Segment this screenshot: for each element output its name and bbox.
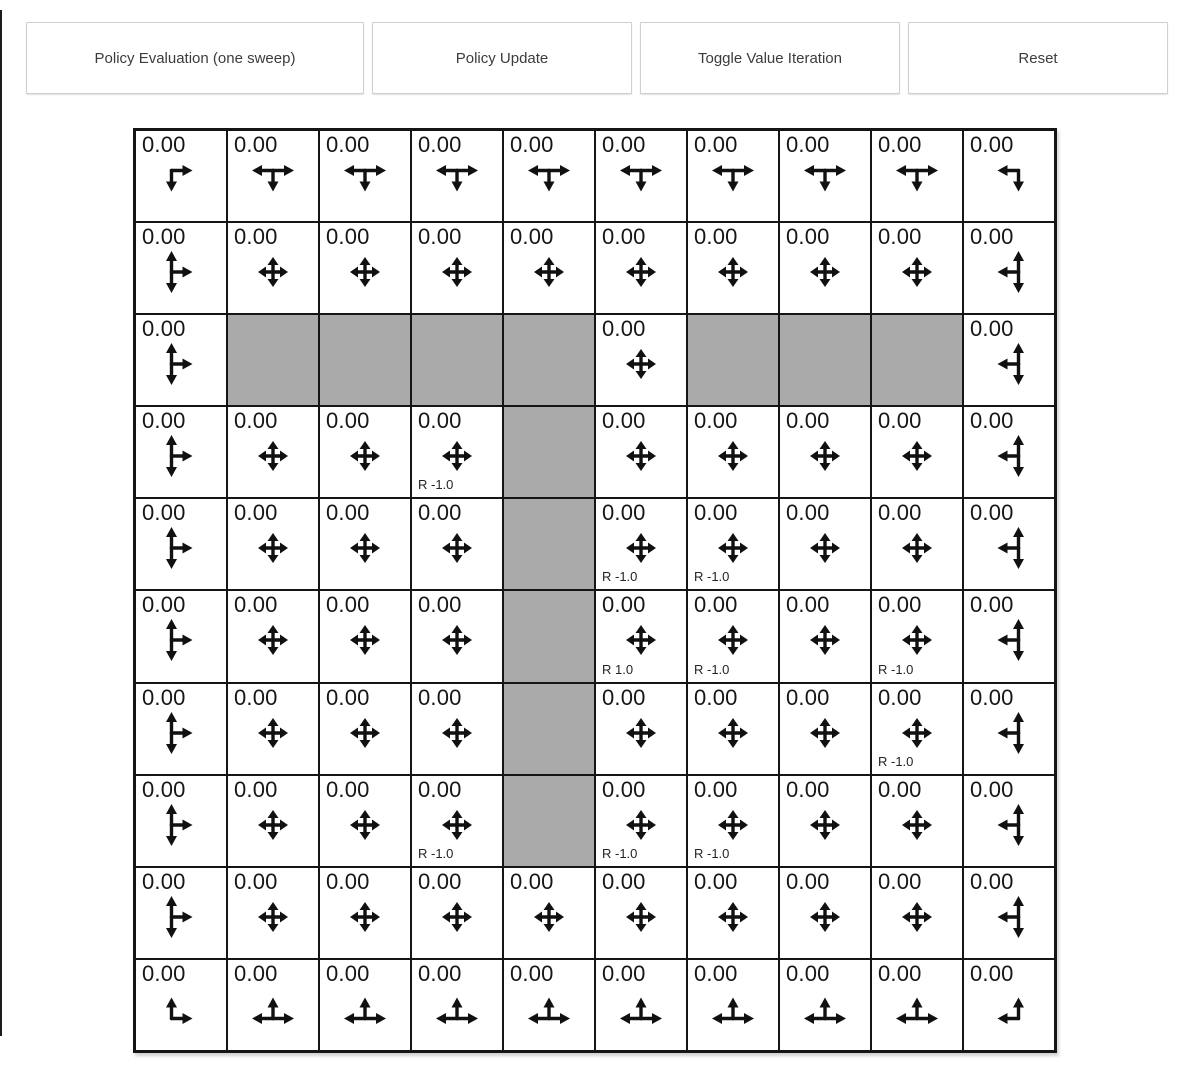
policy-arrows-icon xyxy=(619,987,663,1031)
policy-arrows-icon xyxy=(435,618,479,662)
policy-arrows-icon xyxy=(803,803,847,847)
cell-value: 0.00 xyxy=(234,684,278,710)
cell-value: 0.00 xyxy=(970,684,1014,710)
reward-label: R -1.0 xyxy=(602,569,638,585)
reset-button[interactable]: Reset xyxy=(908,22,1168,94)
cell-value: 0.00 xyxy=(602,132,646,157)
grid-cell[interactable] xyxy=(411,406,503,498)
policy-arrows-icon xyxy=(159,342,203,386)
policy-arrows-icon xyxy=(527,250,571,294)
cell-value: 0.00 xyxy=(418,408,462,434)
cell-value: 0.00 xyxy=(694,592,738,618)
policy-arrows-icon xyxy=(435,158,479,202)
policy-arrows-icon xyxy=(251,618,295,662)
grid-cell[interactable] xyxy=(227,683,319,775)
policy-arrows-icon xyxy=(895,526,939,570)
policy-arrows-icon xyxy=(803,434,847,478)
policy-arrows-icon xyxy=(619,158,663,202)
grid-cell[interactable] xyxy=(963,498,1055,590)
grid-cell[interactable] xyxy=(595,498,687,590)
policy-arrows-icon xyxy=(435,434,479,478)
policy-arrows-icon xyxy=(619,711,663,755)
grid-cell[interactable] xyxy=(227,498,319,590)
grid-cell[interactable] xyxy=(779,867,871,959)
policy-arrows-icon xyxy=(159,987,203,1031)
policy-arrows-icon xyxy=(895,434,939,478)
policy-arrows-icon xyxy=(343,803,387,847)
grid-cell[interactable] xyxy=(227,959,319,1051)
grid-cell[interactable] xyxy=(871,498,963,590)
grid-cell[interactable] xyxy=(319,498,411,590)
reward-label: R -1.0 xyxy=(878,753,914,769)
cell-value: 0.00 xyxy=(878,224,922,250)
wall-cell xyxy=(503,590,595,682)
grid-cell[interactable] xyxy=(319,775,411,867)
grid-cell[interactable] xyxy=(411,867,503,959)
cell-value: 0.00 xyxy=(418,868,462,894)
policy-arrows-icon xyxy=(711,158,755,202)
policy-arrows-icon xyxy=(527,158,571,202)
policy-arrows-icon xyxy=(435,250,479,294)
grid-cell[interactable] xyxy=(595,959,687,1051)
wall-cell xyxy=(503,406,595,498)
policy-arrows-icon xyxy=(251,434,295,478)
wall-cell xyxy=(411,314,503,406)
cell-value: 0.00 xyxy=(878,500,922,526)
grid-cell[interactable] xyxy=(411,683,503,775)
cell-value: 0.00 xyxy=(602,776,646,802)
grid-cell[interactable] xyxy=(595,222,687,314)
cell-value: 0.00 xyxy=(418,500,462,526)
grid-cell[interactable] xyxy=(227,130,319,222)
cell-value: 0.00 xyxy=(510,868,554,894)
grid-cell[interactable] xyxy=(963,130,1055,222)
policy-arrows-icon xyxy=(711,711,755,755)
policy-arrows-icon xyxy=(159,618,203,662)
grid-cell[interactable] xyxy=(411,130,503,222)
grid-cell[interactable] xyxy=(687,867,779,959)
policy-arrows-icon xyxy=(803,158,847,202)
policy-arrows-icon xyxy=(435,803,479,847)
cell-value: 0.00 xyxy=(786,592,830,618)
grid-cell[interactable] xyxy=(411,222,503,314)
cell-value: 0.00 xyxy=(602,408,646,434)
policy-arrows-icon xyxy=(435,711,479,755)
cell-value: 0.00 xyxy=(326,224,370,250)
policy-arrows-icon xyxy=(527,987,571,1031)
reward-label: R -1.0 xyxy=(602,845,638,861)
policy-arrows-icon xyxy=(251,895,295,939)
policy-arrows-icon xyxy=(711,434,755,478)
grid-cell[interactable] xyxy=(503,959,595,1051)
policy-arrows-icon xyxy=(343,158,387,202)
grid-cell[interactable] xyxy=(135,590,227,682)
cell-value: 0.00 xyxy=(142,224,186,250)
policy-arrows-icon xyxy=(159,434,203,478)
policy-arrows-icon xyxy=(711,618,755,662)
grid-cell[interactable] xyxy=(687,775,779,867)
policy-arrows-icon xyxy=(527,895,571,939)
wall-cell xyxy=(227,314,319,406)
grid-cell[interactable] xyxy=(135,959,227,1051)
policy-evaluation-button[interactable]: Policy Evaluation (one sweep) xyxy=(26,22,364,94)
cell-value: 0.00 xyxy=(510,960,554,986)
policy-arrows-icon xyxy=(343,434,387,478)
grid-cell[interactable] xyxy=(687,222,779,314)
reward-label: R -1.0 xyxy=(418,477,454,493)
grid-cell[interactable] xyxy=(963,867,1055,959)
cell-value: 0.00 xyxy=(970,592,1014,618)
grid-cell[interactable] xyxy=(135,683,227,775)
policy-arrows-icon xyxy=(987,434,1031,478)
grid-cell[interactable] xyxy=(595,314,687,406)
policy-arrows-icon xyxy=(803,526,847,570)
cell-value: 0.00 xyxy=(418,132,462,157)
cell-value: 0.00 xyxy=(786,684,830,710)
grid-cell[interactable] xyxy=(319,130,411,222)
grid-cell[interactable] xyxy=(319,867,411,959)
policy-arrows-icon xyxy=(435,987,479,1031)
cell-value: 0.00 xyxy=(970,408,1014,434)
cell-value: 0.00 xyxy=(418,592,462,618)
cell-value: 0.00 xyxy=(694,224,738,250)
cell-value: 0.00 xyxy=(694,132,738,157)
toggle-value-iteration-button[interactable]: Toggle Value Iteration xyxy=(640,22,900,94)
policy-arrows-icon xyxy=(711,526,755,570)
cell-value: 0.00 xyxy=(786,408,830,434)
policy-arrows-icon xyxy=(803,895,847,939)
cell-value: 0.00 xyxy=(694,500,738,526)
policy-arrows-icon xyxy=(619,250,663,294)
cell-value: 0.00 xyxy=(142,316,186,342)
cell-value: 0.00 xyxy=(326,776,370,802)
policy-arrows-icon xyxy=(251,803,295,847)
grid-cell[interactable] xyxy=(319,590,411,682)
policy-arrows-icon xyxy=(159,711,203,755)
grid-cell[interactable] xyxy=(135,775,227,867)
policy-arrows-icon xyxy=(619,803,663,847)
grid-cell[interactable] xyxy=(871,222,963,314)
grid-cell[interactable] xyxy=(135,130,227,222)
grid-cell[interactable] xyxy=(871,683,963,775)
policy-arrows-icon xyxy=(251,250,295,294)
cell-value: 0.00 xyxy=(418,684,462,710)
cell-value: 0.00 xyxy=(510,132,554,157)
grid-cell[interactable] xyxy=(687,406,779,498)
cell-value: 0.00 xyxy=(970,960,1014,986)
grid-cell[interactable] xyxy=(779,959,871,1051)
wall-cell xyxy=(503,498,595,590)
policy-arrows-icon xyxy=(619,434,663,478)
grid-cell[interactable] xyxy=(411,590,503,682)
grid-cell[interactable] xyxy=(503,222,595,314)
policy-arrows-icon xyxy=(803,250,847,294)
policy-arrows-icon xyxy=(343,526,387,570)
policy-arrows-icon xyxy=(987,895,1031,939)
grid-cell[interactable] xyxy=(227,867,319,959)
grid-cell[interactable] xyxy=(687,959,779,1051)
grid-cell[interactable] xyxy=(963,775,1055,867)
cell-value: 0.00 xyxy=(970,776,1014,802)
grid-cell[interactable] xyxy=(319,959,411,1051)
cell-value: 0.00 xyxy=(326,132,370,157)
cell-value: 0.00 xyxy=(234,960,278,986)
grid-cell[interactable] xyxy=(595,683,687,775)
cell-value: 0.00 xyxy=(326,868,370,894)
policy-arrows-icon xyxy=(343,987,387,1031)
grid-cell[interactable] xyxy=(411,498,503,590)
grid-cell[interactable] xyxy=(687,498,779,590)
policy-arrows-icon xyxy=(987,250,1031,294)
grid-cell[interactable] xyxy=(779,222,871,314)
policy-arrows-icon xyxy=(895,250,939,294)
wall-cell xyxy=(319,314,411,406)
cell-value: 0.00 xyxy=(602,684,646,710)
grid-cell[interactable] xyxy=(687,590,779,682)
cell-value: 0.00 xyxy=(326,408,370,434)
wall-cell xyxy=(503,314,595,406)
policy-arrows-icon xyxy=(251,987,295,1031)
cell-value: 0.00 xyxy=(418,776,462,802)
cell-value: 0.00 xyxy=(970,868,1014,894)
reward-label: R -1.0 xyxy=(694,845,730,861)
cell-value: 0.00 xyxy=(234,776,278,802)
reward-label: R -1.0 xyxy=(878,661,914,677)
grid-cell[interactable] xyxy=(319,406,411,498)
grid-cell[interactable] xyxy=(411,959,503,1051)
cell-value: 0.00 xyxy=(786,132,830,157)
cell-value: 0.00 xyxy=(602,224,646,250)
cell-value: 0.00 xyxy=(234,408,278,434)
cell-value: 0.00 xyxy=(234,224,278,250)
policy-arrows-icon xyxy=(619,526,663,570)
grid-cell[interactable] xyxy=(779,498,871,590)
wall-cell xyxy=(779,314,871,406)
grid-cell[interactable] xyxy=(595,590,687,682)
policy-arrows-icon xyxy=(987,158,1031,202)
cell-value: 0.00 xyxy=(142,500,186,526)
cell-value: 0.00 xyxy=(418,224,462,250)
wall-cell xyxy=(503,683,595,775)
cell-value: 0.00 xyxy=(326,500,370,526)
grid-cell[interactable] xyxy=(227,222,319,314)
grid-cell[interactable] xyxy=(595,775,687,867)
grid-cell[interactable] xyxy=(963,590,1055,682)
cell-value: 0.00 xyxy=(510,224,554,250)
grid-cell[interactable] xyxy=(779,406,871,498)
policy-arrows-icon xyxy=(987,618,1031,662)
cell-value: 0.00 xyxy=(786,776,830,802)
grid-cell[interactable] xyxy=(503,867,595,959)
policy-arrows-icon xyxy=(251,711,295,755)
policy-arrows-icon xyxy=(987,987,1031,1031)
policy-arrows-icon xyxy=(895,803,939,847)
policy-arrows-icon xyxy=(803,711,847,755)
cell-value: 0.00 xyxy=(234,132,278,157)
cell-value: 0.00 xyxy=(878,776,922,802)
policy-arrows-icon xyxy=(619,895,663,939)
cell-value: 0.00 xyxy=(142,132,186,157)
policy-arrows-icon xyxy=(619,342,663,386)
policy-arrows-icon xyxy=(435,526,479,570)
grid-cell[interactable] xyxy=(135,406,227,498)
grid-cell[interactable] xyxy=(227,775,319,867)
policy-arrows-icon xyxy=(987,711,1031,755)
cell-value: 0.00 xyxy=(878,408,922,434)
cell-value: 0.00 xyxy=(694,776,738,802)
grid-cell[interactable] xyxy=(135,222,227,314)
policy-arrows-icon xyxy=(159,803,203,847)
cell-value: 0.00 xyxy=(142,776,186,802)
grid-cell[interactable] xyxy=(963,406,1055,498)
cell-value: 0.00 xyxy=(602,960,646,986)
cell-value: 0.00 xyxy=(694,868,738,894)
reward-label: R 1.0 xyxy=(602,661,634,677)
policy-arrows-icon xyxy=(619,618,663,662)
policy-arrows-icon xyxy=(435,895,479,939)
window-left-edge xyxy=(0,10,2,1036)
policy-arrows-icon xyxy=(251,526,295,570)
grid-cell[interactable] xyxy=(411,775,503,867)
grid-cell[interactable] xyxy=(227,406,319,498)
policy-arrows-icon xyxy=(343,711,387,755)
grid-cell[interactable] xyxy=(319,222,411,314)
grid-cell[interactable] xyxy=(687,130,779,222)
grid-cell[interactable] xyxy=(963,683,1055,775)
policy-arrows-icon xyxy=(895,711,939,755)
cell-value: 0.00 xyxy=(694,684,738,710)
reward-label: R -1.0 xyxy=(694,661,730,677)
cell-value: 0.00 xyxy=(878,684,922,710)
grid-cell[interactable] xyxy=(595,867,687,959)
cell-value: 0.00 xyxy=(418,960,462,986)
grid-cell[interactable] xyxy=(687,683,779,775)
cell-value: 0.00 xyxy=(878,868,922,894)
cell-value: 0.00 xyxy=(602,500,646,526)
reward-label: R -1.0 xyxy=(694,569,730,585)
cell-value: 0.00 xyxy=(786,224,830,250)
grid-cell[interactable] xyxy=(503,130,595,222)
policy-arrows-icon xyxy=(343,895,387,939)
cell-value: 0.00 xyxy=(234,868,278,894)
grid-cell[interactable] xyxy=(871,406,963,498)
policy-arrows-icon xyxy=(159,895,203,939)
policy-arrows-icon xyxy=(711,895,755,939)
policy-arrows-icon xyxy=(251,158,295,202)
grid-cell[interactable] xyxy=(871,130,963,222)
policy-arrows-icon xyxy=(803,618,847,662)
policy-arrows-icon xyxy=(895,987,939,1031)
cell-value: 0.00 xyxy=(694,960,738,986)
grid-cell[interactable] xyxy=(963,314,1055,406)
policy-arrows-icon xyxy=(711,803,755,847)
grid-cell[interactable] xyxy=(779,775,871,867)
cell-value: 0.00 xyxy=(786,500,830,526)
policy-arrows-icon xyxy=(343,250,387,294)
cell-value: 0.00 xyxy=(602,868,646,894)
grid-cell[interactable] xyxy=(135,498,227,590)
policy-arrows-icon xyxy=(711,250,755,294)
grid-cell[interactable] xyxy=(227,590,319,682)
cell-value: 0.00 xyxy=(234,592,278,618)
grid-cell[interactable] xyxy=(135,314,227,406)
cell-value: 0.00 xyxy=(878,592,922,618)
grid-cell[interactable] xyxy=(319,683,411,775)
cell-value: 0.00 xyxy=(786,868,830,894)
wall-cell xyxy=(871,314,963,406)
cell-value: 0.00 xyxy=(234,500,278,526)
grid-cell[interactable] xyxy=(871,590,963,682)
policy-arrows-icon xyxy=(895,158,939,202)
wall-cell xyxy=(503,775,595,867)
cell-value: 0.00 xyxy=(326,960,370,986)
grid-cell[interactable] xyxy=(595,130,687,222)
reward-label: R -1.0 xyxy=(418,845,454,861)
grid-cell[interactable] xyxy=(595,406,687,498)
toolbar xyxy=(26,22,1168,94)
policy-arrows-icon xyxy=(711,987,755,1031)
cell-value: 0.00 xyxy=(142,408,186,434)
policy-update-button[interactable]: Policy Update xyxy=(372,22,632,94)
cell-value: 0.00 xyxy=(326,592,370,618)
grid-cell[interactable] xyxy=(779,590,871,682)
grid-cell[interactable] xyxy=(963,222,1055,314)
grid-cell[interactable] xyxy=(779,130,871,222)
policy-arrows-icon xyxy=(987,526,1031,570)
grid-cell[interactable] xyxy=(871,775,963,867)
cell-value: 0.00 xyxy=(786,960,830,986)
cell-value: 0.00 xyxy=(970,500,1014,526)
cell-value: 0.00 xyxy=(602,316,646,342)
cell-value: 0.00 xyxy=(970,224,1014,250)
cell-value: 0.00 xyxy=(142,684,186,710)
policy-arrows-icon xyxy=(159,526,203,570)
policy-arrows-icon xyxy=(987,803,1031,847)
cell-value: 0.00 xyxy=(970,316,1014,342)
cell-value: 0.00 xyxy=(878,132,922,157)
policy-arrows-icon xyxy=(895,895,939,939)
grid-cell[interactable] xyxy=(963,959,1055,1051)
cell-value: 0.00 xyxy=(878,960,922,986)
policy-arrows-icon xyxy=(159,158,203,202)
grid-cell[interactable] xyxy=(871,867,963,959)
policy-arrows-icon xyxy=(987,342,1031,386)
cell-value: 0.00 xyxy=(694,408,738,434)
grid-cell[interactable] xyxy=(135,867,227,959)
cell-value: 0.00 xyxy=(142,960,186,986)
cell-value: 0.00 xyxy=(602,592,646,618)
gridworld-grid xyxy=(133,128,1057,1053)
cell-value: 0.00 xyxy=(142,868,186,894)
policy-arrows-icon xyxy=(159,250,203,294)
grid-cell[interactable] xyxy=(779,683,871,775)
grid-cell[interactable] xyxy=(871,959,963,1051)
cell-value: 0.00 xyxy=(142,592,186,618)
cell-value: 0.00 xyxy=(326,684,370,710)
policy-arrows-icon xyxy=(803,987,847,1031)
policy-arrows-icon xyxy=(343,618,387,662)
policy-arrows-icon xyxy=(895,618,939,662)
wall-cell xyxy=(687,314,779,406)
cell-value: 0.00 xyxy=(970,132,1014,157)
